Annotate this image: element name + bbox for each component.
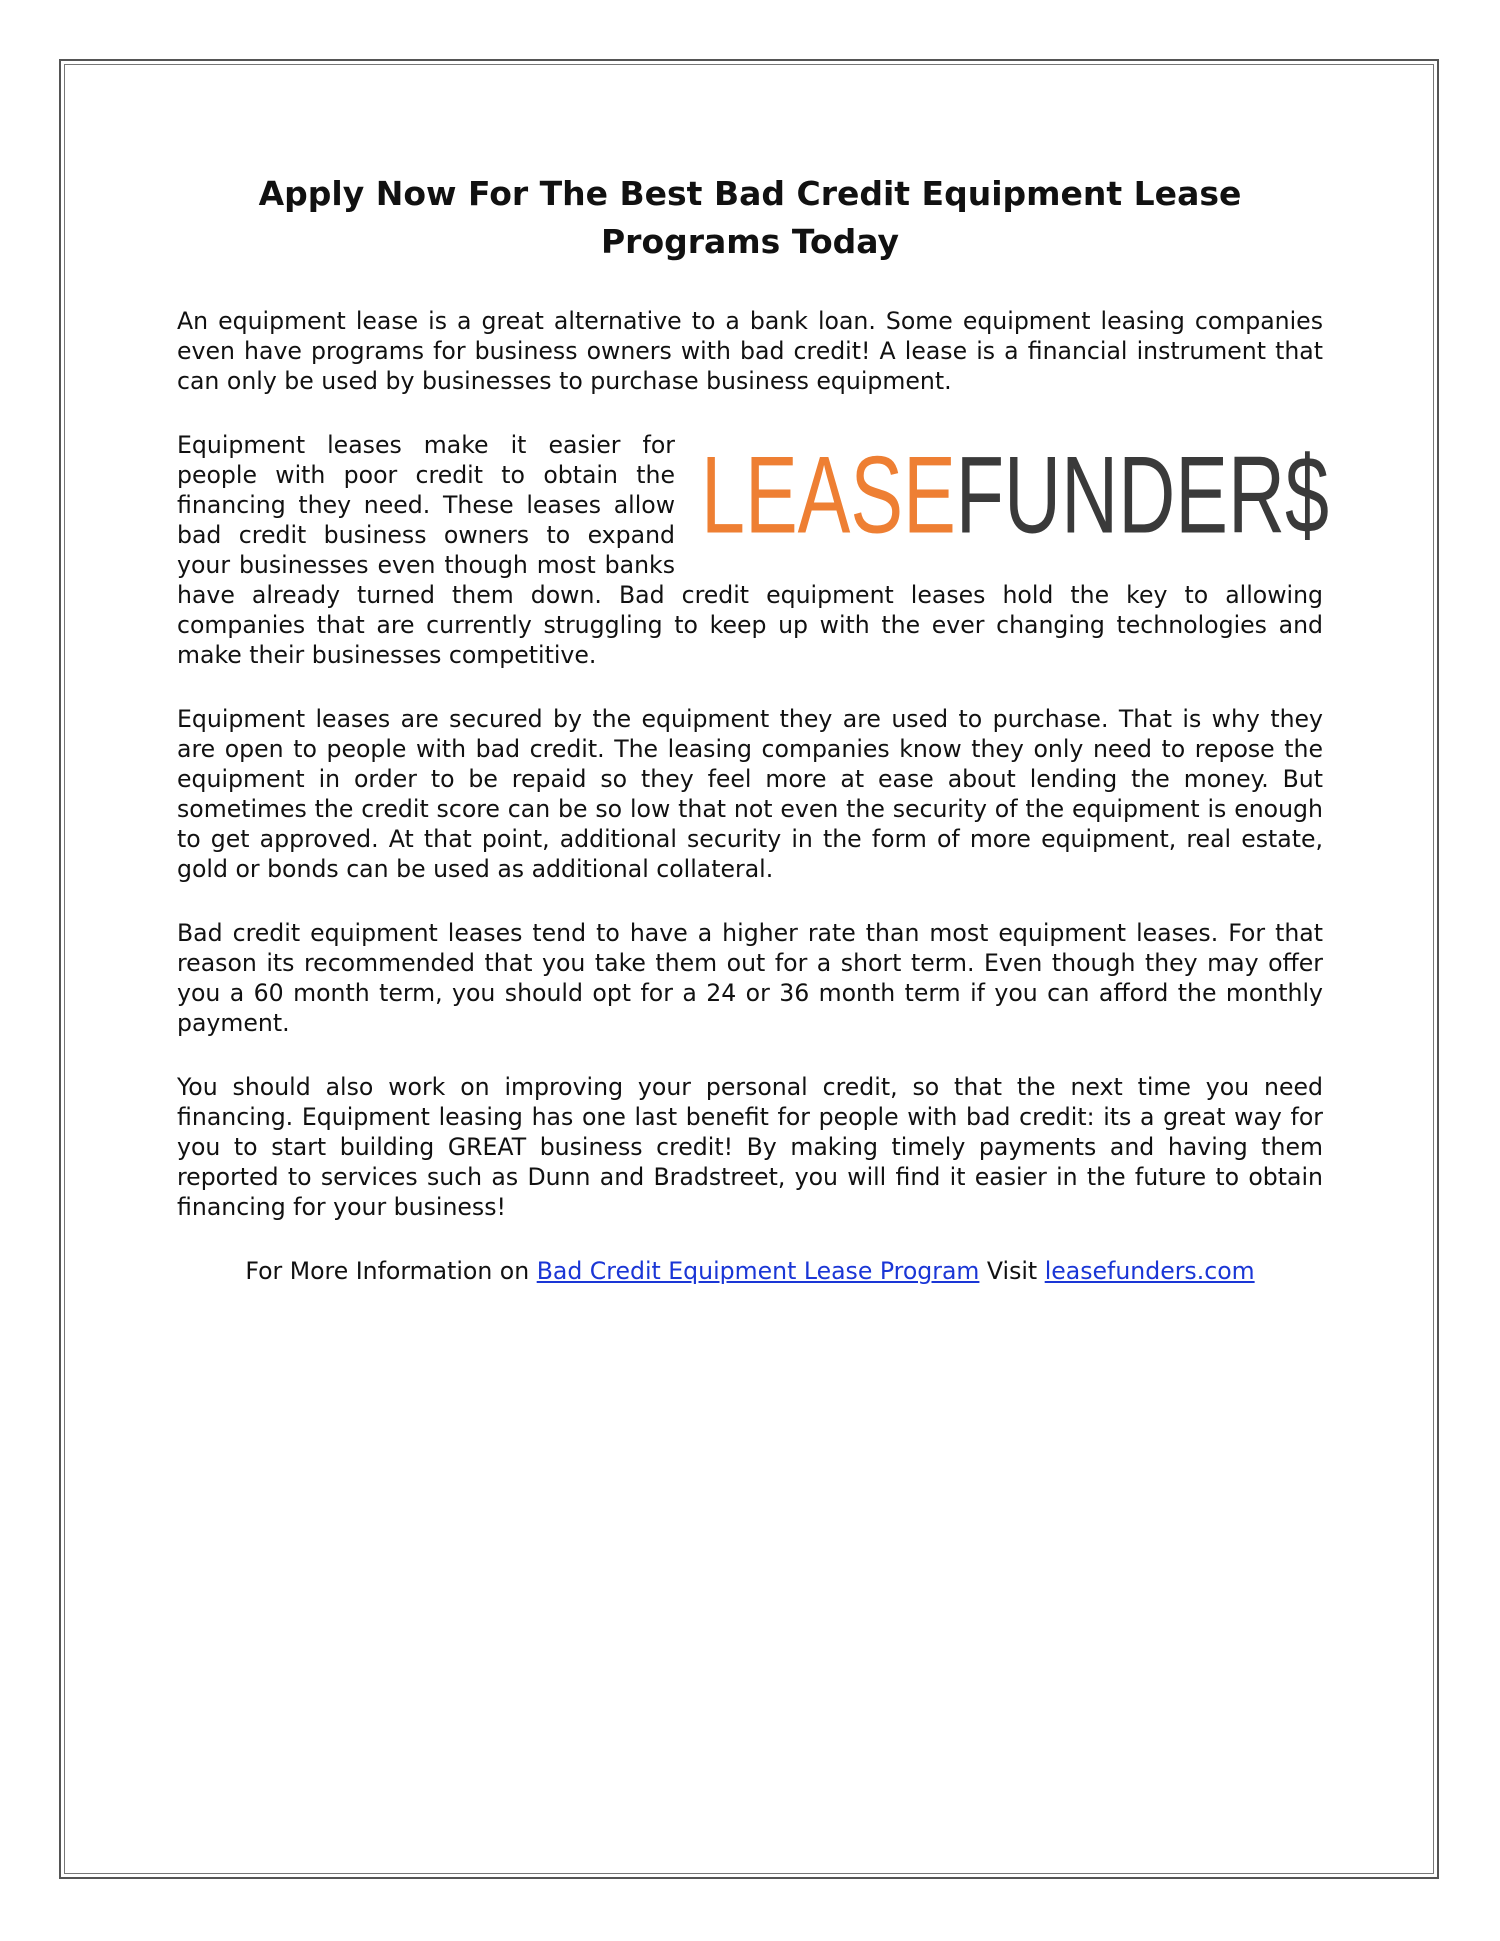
document-title: Apply Now For The Best Bad Credit Equipment Lease Programs Today — [258, 174, 1242, 261]
more-info-line — [177, 1256, 1323, 1286]
svg-text:LEASEFUNDER$ — [701, 433, 1447, 557]
logo-lease-text: LEASE — [701, 433, 1037, 557]
document-body — [177, 170, 1447, 1320]
more-info-prefix: For More Information on — [245, 1257, 537, 1285]
logo-funders-text: FUNDER$ — [955, 433, 1447, 557]
paragraph-2: Equipment leases make it easier for people with poor credit to obtain the financing they need. These leases allow bad credit business owners to expand your businesses even though most banks have already turned them down. Bad credit equipment leases hold the key to allowing companies that are currently struggling to keep up with the ever changing technologies and make their businesses competitive. — [177, 431, 1323, 669]
more-info-visit: Visit — [979, 1257, 1045, 1285]
bad-credit-program-link[interactable]: Bad Credit Equipment Lease Program — [536, 1257, 980, 1285]
logo-graphic — [701, 433, 1447, 557]
paragraph-4: Bad credit equipment leases tend to have a higher rate than most equipment leases. For that reason its recommended that you take them out for a short term. Even though they may offer you a 60 month term, you should opt for a 24 or 36 month term if you can afford the monthly payment. — [177, 919, 1323, 1037]
paragraph-5: You should also work on improving your personal credit, so that the next time you need financing. Equipment leasing has one last benefit for people with bad credit: its a great way for you to start building GREAT business credit! By making timely payments and having them reported to services such as Dunn and Bradstreet, you will find it easier in the future to obtain financing for your business! — [177, 1073, 1323, 1221]
leasefunders-link[interactable]: leasefunders.com — [1044, 1257, 1255, 1285]
paragraph-1: An equipment lease is a great alternative to a bank loan. Some equipment leasing companies even have programs for business owners with bad credit! A lease is a financial instrument that can only be used by businesses to purchase business equipment. — [177, 307, 1323, 395]
leasefunders-logo — [701, 433, 1447, 557]
paragraph-3: Equipment leases are secured by the equipment they are used to purchase. That is why they are open to people with bad credit. The leasing companies know they only need to repose the equipment in order to be repaid so they feel more at ease about lending the money. But sometimes the credit score can be so low that not even the security of the equipment is enough to get approved. At that point, additional security in the form of more equipment, real estate, gold or bonds can be used as additional collateral. — [177, 705, 1323, 883]
